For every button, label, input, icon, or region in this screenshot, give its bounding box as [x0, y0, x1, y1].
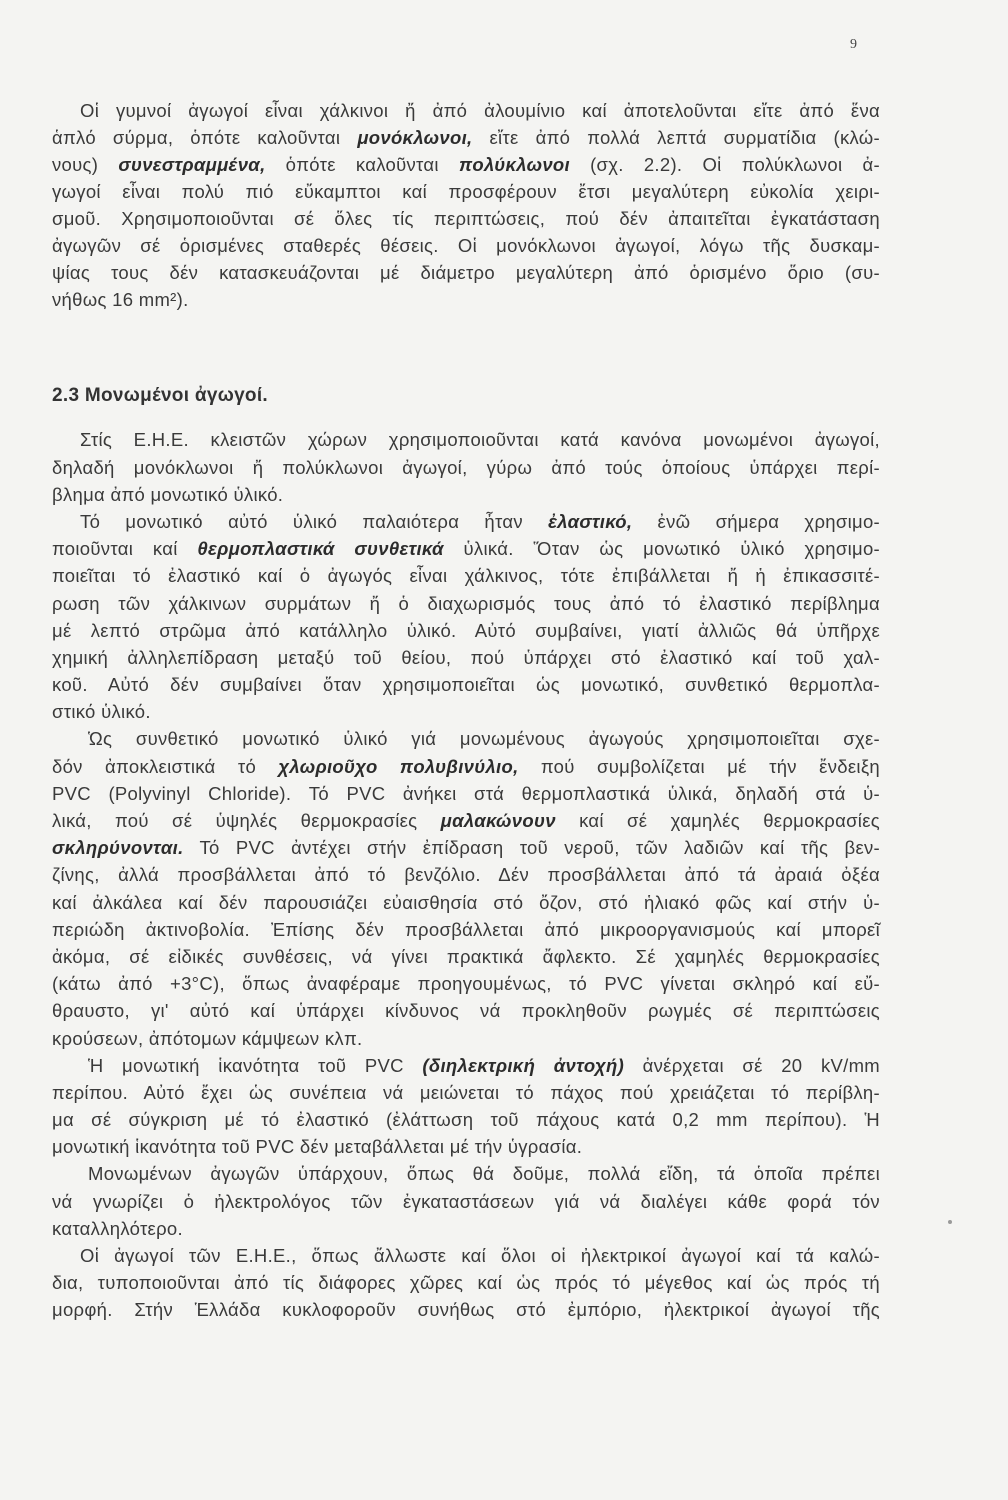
- text-line: [52, 807, 880, 834]
- text-line: Μονωμένων ἀγωγῶν ὑπάρχουν, ὅπως θά δοῦμε, πολλά εἴδη, τά ὁποῖα πρέπει: [88, 1163, 880, 1185]
- text-line: μορφή. Στήν Ἑλλάδα κυκλοφοροῦν συνήθως στό ἐμπόριο, ἠλεκτρικοί ἀγωγοί τῆς: [52, 1299, 880, 1321]
- emphasis-term: χλωριοῦχο πολυβινύλιο,: [278, 755, 519, 777]
- text-segment: ἀνέρχεται σέ 20 kV/mm: [624, 1054, 880, 1076]
- text-segment: (σχ. 2.2). Οἱ πολύκλωνοι ἀ-: [569, 153, 880, 175]
- emphasis-term: σκληρύνονται.: [52, 837, 184, 859]
- paragraph: [52, 1052, 880, 1161]
- text-line: γωγοί εἶναι πολύ πιό εὔκαμπτοι καί προσφέρουν ἔτσι μεγαλύτερη εὐκολία χειρι-: [52, 180, 880, 202]
- text-line: θραυστο, γι' αὐτό καί ὑπάρχει κίνδυνος νά προκληθοῦν ρωγμές σέ περιπτώσεις: [52, 1000, 880, 1022]
- text-line: νήθως 16 mm²).: [52, 288, 189, 310]
- text-line: περιώδη ἀκτινοβολία. Ἐπίσης δέν προσβάλλεται ἀπό μικροοργανισμούς καί μπορεῖ: [52, 918, 880, 940]
- text-line: ψίας τους δέν κατασκευάζονται μέ διάμετρο μεγαλύτερη ἀπό ὁρισμένο ὅριο (συ-: [52, 261, 880, 283]
- text-line: [52, 1052, 880, 1079]
- text-line: στικό ὑλικό.: [52, 701, 151, 723]
- text-line: μονωτική ἱκανότητα τοῦ PVC δέν μεταβάλλεται μέ τήν ὑγρασία.: [52, 1136, 583, 1158]
- text-line: δηλαδή μονόκλωνοι ἤ πολύκλωνοι ἀγωγοί, γύρω ἀπό τούς ὁποίους ὑπάρχει περί-: [52, 456, 880, 478]
- text-line: βλημα ἀπό μονωτικό ὑλικό.: [52, 483, 284, 505]
- text-line: χημική ἀλληλεπίδραση μεταξύ τοῦ θείου, πού ὑπάρχει στό ἐλαστικό καί τοῦ χαλ-: [52, 646, 880, 668]
- text-line: Οἱ ἀγωγοί τῶν Ε.Η.Ε., ὅπως ἄλλωστε καί ὅλοι οἱ ἠλεκτρικοί ἀγωγοί καί τά καλώ-: [80, 1245, 880, 1267]
- text-line: περίπου. Αὐτό ἔχει ὡς συνέπεια νά μειώνεται τό πάχος πού χρειάζεται τό περίβλη-: [52, 1081, 880, 1103]
- text-line: [52, 535, 880, 562]
- text-line: ἀγωγῶν σέ ὁρισμένες σταθερές θέσεις. Οἱ μονόκλωνοι ἀγωγοί, λόγω τῆς δυσκαμ-: [52, 234, 880, 256]
- emphasis-term: ἐλαστικό,: [548, 510, 633, 532]
- text-line: [52, 508, 880, 535]
- text-line: κοῦ. Αὐτό δέν συμβαίνει ὅταν χρησιμοποιεῖται ὡς μονωτικό, συνθετικό θερμοπλα-: [52, 674, 880, 696]
- text-line: PVC (Polyvinyl Chloride). Τό PVC ἀνήκει στά θερμοπλαστικά ὑλικά, δηλαδή στά ὑ-: [52, 782, 880, 804]
- text-segment: καί σέ χαμηλές θερμοκρασίες: [555, 810, 880, 832]
- text-segment: πού συμβολίζεται μέ τήν ἔνδειξη: [518, 755, 880, 777]
- text-line: καί ἀλκάλεα καί δέν παρουσιάζει εὐαισθησία στό ὄζον, στό ἡλιακό φῶς καί στήν ὑ-: [52, 891, 880, 913]
- emphasis-term: πολύκλωνοι: [458, 153, 570, 175]
- paragraph: [52, 508, 880, 726]
- scan-speck: [948, 1220, 952, 1224]
- text-segment: Τό μονωτικό αὐτό ὑλικό παλαιότερα ἦταν: [80, 510, 549, 532]
- text-line: νά γνωρίζει ὁ ἠλεκτρολόγος τῶν ἐγκαταστάσεων γιά νά διαλέγει κάθε φορά τόν: [52, 1190, 880, 1212]
- text-segment: ποιοῦνται καί: [52, 538, 198, 560]
- text-line: ζίνης, ἀλλά προσβάλλεται ἀπό τό βενζόλιο. Δέν προσβάλλεται ἀπό τά ἀραιά ὀξέα: [52, 864, 880, 886]
- paragraph-bare-conductors: [52, 97, 880, 313]
- paragraph: [52, 1242, 880, 1324]
- text-segment: ἐνῶ σήμερα χρησιμο-: [632, 510, 880, 532]
- paragraph: [52, 725, 880, 1051]
- text-line: [52, 834, 880, 861]
- emphasis-term: συνεστραμμένα,: [118, 153, 266, 175]
- text-line: (κάτω ἀπό +3°C), ὅπως ἀναφέραμε προηγουμένως, τό PVC γίνεται σκληρό καί εὔ-: [52, 973, 880, 995]
- text-line: κρούσεων, ἀπότομων κάμψεων κλπ.: [52, 1027, 363, 1049]
- text-segment: Ἡ μονωτική ἱκανότητα τοῦ PVC: [88, 1054, 423, 1076]
- text-segment: ὁπότε καλοῦνται: [265, 153, 459, 175]
- text-segment: ἁπλό σύρμα, ὁπότε καλοῦνται: [52, 126, 358, 148]
- text-segment: εἴτε ἀπό πολλά λεπτά συρματίδια (κλώ-: [472, 126, 881, 148]
- text-line: ποιεῖται τό ἐλαστικό καί ὁ ἀγωγός εἶναι χάλκινος, τότε ἐπιβάλλεται ἤ ἡ ἐπικασσιτέ-: [52, 565, 880, 587]
- paragraph: [52, 1160, 880, 1242]
- text-line: μα σέ σύγκριση μέ τό ἐλαστικό (ἐλάττωση τοῦ πάχους κατά 0,2 mm περίπου). Ἡ: [52, 1109, 880, 1131]
- text-line: Οἱ γυμνοί ἀγωγοί εἶναι χάλκινοι ἤ ἀπό ἀλουμίνιο καί ἀποτελοῦνται εἴτε ἀπό ἕνα: [80, 99, 880, 121]
- text-line: καταλληλότερο.: [52, 1217, 183, 1239]
- text-line: δια, τυποποιοῦνται ἀπό τίς διάφορες χῶρες καί ὡς πρός τό μέγεθος καί ὡς πρός τή: [52, 1272, 880, 1294]
- text-line: [52, 124, 880, 151]
- text-segment: δόν ἀποκλειστικά τό: [52, 755, 279, 777]
- section-body: [52, 426, 880, 1323]
- emphasis-term: θερμοπλαστικά συνθετικά: [197, 538, 444, 560]
- text-line: ἀκόμα, σέ εἰδικές συνθέσεις, νά γίνει πρακτικά ἄφλεκτο. Σέ χαμηλές θερμοκρασίες: [52, 945, 880, 967]
- text-line: [52, 753, 880, 780]
- text-line: ρωση τῶν χάλκινων συρμάτων ἤ ὁ διαχωρισμός τους ἀπό τό ἐλαστικό περίβλημα: [52, 592, 880, 614]
- text-segment: Τό PVC ἀντέχει στήν ἐπίδραση τοῦ νεροῦ, τῶν λαδιῶν καί τῆς βεν-: [183, 837, 880, 859]
- text-segment: νους): [52, 153, 119, 175]
- text-line: Ὡς συνθετικό μονωτικό ὑλικό γιά μονωμένους ἀγωγούς χρησιμοποιεῖται σχε-: [88, 728, 880, 750]
- page-number: 9: [850, 37, 857, 52]
- text-line: [52, 151, 880, 178]
- text-segment: ὑλικά. Ὅταν ὡς μονωτικό ὑλικό χρησιμο-: [443, 538, 880, 560]
- text-line: Στίς Ε.Η.Ε. κλειστῶν χώρων χρησιμοποιοῦνται κατά κανόνα μονωμένοι ἀγωγοί,: [80, 429, 880, 451]
- emphasis-term: μαλακώνουν: [440, 810, 556, 832]
- emphasis-term: μονόκλωνοι,: [357, 126, 473, 148]
- text-segment: λικά, πού σέ ὑψηλές θερμοκρασίες: [52, 810, 441, 832]
- section-heading: 2.3 Μονωμένοι ἀγωγοί.: [52, 384, 268, 406]
- emphasis-term: (διηλεκτρική ἀντοχή): [422, 1054, 625, 1076]
- text-line: μέ λεπτό στρῶμα ἀπό κατάλληλο ὑλικό. Αὐτό συμβαίνει, γιατί ἀλλιῶς θά ὑπῆρχε: [52, 619, 880, 641]
- paragraph: [52, 426, 880, 508]
- text-line: σμοῦ. Χρησιμοποιοῦνται σέ ὅλες τίς περιπτώσεις, πού δέν ἀπαιτεῖται ἐγκατάσταση: [52, 207, 880, 229]
